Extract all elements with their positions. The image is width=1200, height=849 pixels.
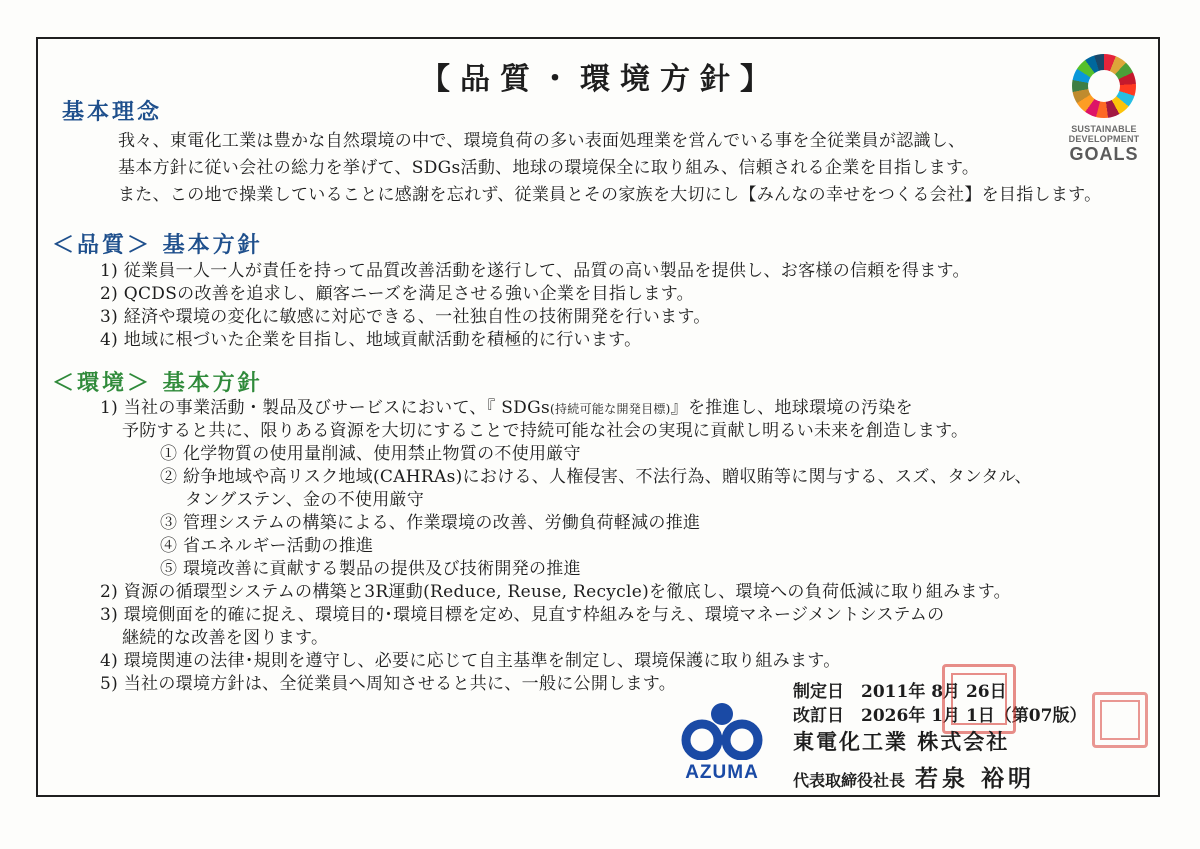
environment-heading: ＜環境＞ 基本方針 bbox=[52, 370, 263, 396]
environment-item-3: 3) 環境側面を的確に捉え、環境目的･環境目標を定め、見直す枠組みを与え、環境マネージメントシステムの bbox=[100, 605, 945, 625]
representative bbox=[793, 760, 1035, 793]
philosophy-heading: 基本理念 bbox=[62, 99, 163, 125]
environment-item-3-cont: 継続的な改善を図ります。 bbox=[122, 628, 329, 648]
revised-date: 改訂日 2026年 1月 1日（第07版） bbox=[793, 706, 1087, 726]
environment-subitem: ① 化学物質の使用量削減、使用禁止物質の不使用厳守 bbox=[160, 444, 581, 464]
quality-heading: ＜品質＞ 基本方針 bbox=[52, 232, 263, 258]
philosophy-line: 我々、東電化工業は豊かな自然環境の中で、環境負荷の多い表面処理業を営んでいる事を全従業員が認識し、 bbox=[118, 131, 966, 151]
company-seal-stamp bbox=[942, 664, 1016, 734]
quality-item: 4) 地域に根づいた企業を目指し、地域貢献活動を積極的に行います。 bbox=[100, 330, 642, 350]
sdgs-line2: DEVELOPMENT bbox=[1068, 134, 1140, 144]
philosophy-line: 基本方針に従い会社の総力を挙げて、SDGs活動、地球の環境保全に取り組み、信頼される企業を目指します。 bbox=[118, 158, 980, 178]
environment-item-1-part: 』を推進し、地球環境の汚染を bbox=[670, 398, 913, 418]
sdgs-goals: GOALS bbox=[1069, 144, 1139, 164]
dates-block bbox=[793, 680, 1086, 728]
sdgs-wheel-icon bbox=[1072, 54, 1136, 118]
environment-item-1-part: 1) 当社の事業活動・製品及びサービスにおいて、『 SDGs bbox=[100, 398, 550, 418]
environment-item-1 bbox=[100, 393, 913, 418]
sdgs-note: (持続可能な開発目標) bbox=[550, 402, 671, 416]
company-name: 東電化工業 株式会社 bbox=[793, 729, 1010, 754]
azuma-logo bbox=[676, 700, 768, 784]
environment-item-4: 4) 環境関連の法律･規則を遵守し、必要に応じて自主基準を制定し、環境保護に取り組みます。 bbox=[100, 651, 841, 671]
sdgs-line1: SUSTAINABLE bbox=[1071, 124, 1137, 134]
environment-subitem: ⑤ 環境改善に貢献する製品の提供及び技術開発の推進 bbox=[160, 559, 581, 579]
environment-subitem: ④ 省エネルギー活動の推進 bbox=[160, 536, 374, 556]
logo-text: AZUMA bbox=[685, 762, 759, 783]
page-title: 【品質・環境方針】 bbox=[420, 62, 780, 97]
sdgs-logo bbox=[1068, 54, 1140, 165]
environment-subitem: ③ 管理システムの構築による、作業環境の改善、労働負荷軽減の推進 bbox=[160, 513, 701, 533]
quality-item: 1) 従業員一人一人が責任を持って品質改善活動を遂行して、品質の高い製品を提供し、お客様の信頼を得ます。 bbox=[100, 261, 970, 281]
azuma-mark-icon bbox=[680, 700, 764, 760]
environment-item-1-cont: 予防すると共に、限りある資源を大切にすることで持続可能な社会の実現に貢献し明るい未来を創造します。 bbox=[122, 421, 969, 441]
environment-subitem: ② 紛争地域や高リスク地域(CAHRAs)における、人権侵害、不法行為、贈収賄等に関与する、スズ、タンタル、 bbox=[160, 467, 1032, 487]
quality-item: 3) 経済や環境の変化に敏感に対応できる、一社独自性の技術開発を行います。 bbox=[100, 307, 711, 327]
established-date: 制定日 2011年 8月 26日 bbox=[793, 682, 1007, 702]
representative-seal-stamp bbox=[1092, 692, 1148, 748]
environment-item-5: 5) 当社の環境方針は、全従業員へ周知させると共に、一般に公開します。 bbox=[100, 674, 676, 694]
philosophy-line: また、この地で操業していることに感謝を忘れず、従業員とその家族を大切にし【みんなの幸せをつくる会社】を目指します。 bbox=[118, 185, 1102, 205]
representative-title: 代表取締役社長 bbox=[793, 771, 906, 790]
quality-item: 2) QCDSの改善を追求し、顧客ニーズを満足させる強い企業を目指します。 bbox=[100, 284, 694, 304]
representative-name: 若泉 裕明 bbox=[915, 765, 1036, 792]
environment-subitem-cont: タングステン、金の不使用厳守 bbox=[185, 490, 425, 510]
environment-item-2: 2) 資源の循環型システムの構築と3R運動(Reduce, Reuse, Recycle)を徹底し、環境への負荷低減に取り組みます。 bbox=[100, 582, 1011, 602]
